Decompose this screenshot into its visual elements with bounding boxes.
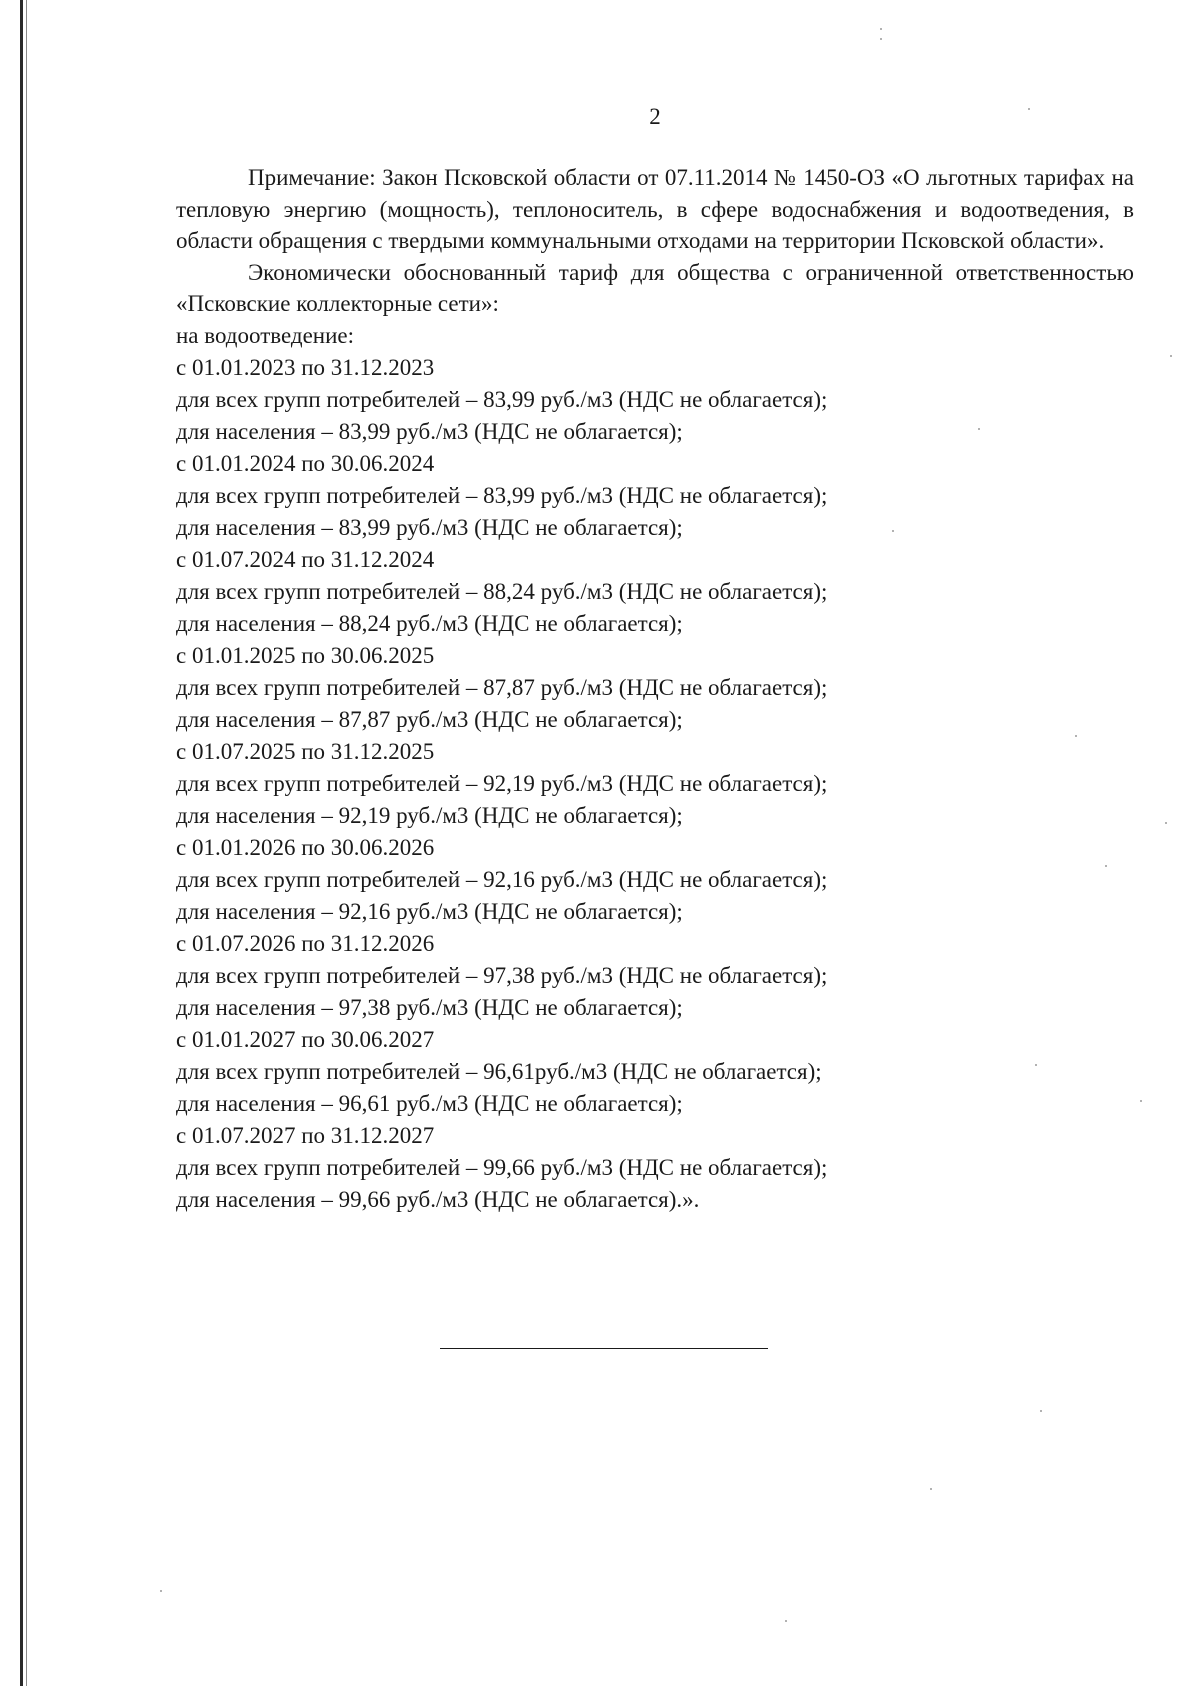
scan-speck — [1075, 735, 1077, 737]
note-text: Закон Псковской области от 07.11.2014 № 1450-ОЗ «О льготных тарифах на тепловую энергию (мощность), теплоноситель, в сфере водоснабжения и водоотведения, в области обращения с твердыми коммунальными отходами на территории Псковской области». — [176, 165, 1135, 253]
scan-speck — [1140, 1100, 1142, 1102]
period-line: с 01.01.2025 по 30.06.2025 — [176, 642, 435, 668]
rates-list — [176, 352, 1134, 1216]
scan-speck — [1170, 355, 1172, 357]
population-rate: для населения – 99,66 руб./м3 (НДС не облагается).». — [176, 1186, 700, 1212]
population-rate: для населения – 92,19 руб./м3 (НДС не облагается); — [176, 802, 683, 828]
all-groups-rate: для всех групп потребителей – 92,19 руб./м3 (НДС не облагается); — [176, 770, 828, 796]
rate-period-block — [176, 1120, 1134, 1216]
scan-speck — [880, 38, 882, 40]
scan-speck — [1105, 865, 1107, 867]
note-paragraph — [176, 162, 1134, 257]
period-line: с 01.07.2025 по 31.12.2025 — [176, 738, 435, 764]
rate-period-block — [176, 352, 1134, 448]
scan-speck — [930, 1488, 932, 1490]
all-groups-rate: для всех групп потребителей – 83,99 руб./м3 (НДС не облагается); — [176, 482, 828, 508]
scan-speck — [892, 530, 894, 532]
scan-speck — [1028, 108, 1030, 110]
rate-period-block — [176, 448, 1134, 544]
all-groups-rate: для всех групп потребителей – 96,61руб./м3 (НДС не облагается); — [176, 1058, 822, 1084]
rate-period-block — [176, 1024, 1134, 1120]
period-line: с 01.07.2026 по 31.12.2026 — [176, 930, 435, 956]
population-rate: для населения – 88,24 руб./м3 (НДС не облагается); — [176, 610, 683, 636]
page-number: 2 — [649, 104, 661, 129]
rate-period-block — [176, 928, 1134, 1024]
scan-speck — [978, 428, 980, 430]
period-line: с 01.01.2027 по 30.06.2027 — [176, 1026, 435, 1052]
all-groups-rate: для всех групп потребителей – 97,38 руб./м3 (НДС не облагается); — [176, 962, 828, 988]
service-label: на водоотведение: — [176, 322, 355, 348]
period-line: с 01.01.2024 по 30.06.2024 — [176, 450, 435, 476]
scan-speck — [880, 28, 882, 30]
all-groups-rate: для всех групп потребителей – 83,99 руб./м3 (НДС не облагается); — [176, 386, 828, 412]
note-label: Примечание: — [248, 165, 376, 190]
period-line: с 01.07.2027 по 31.12.2027 — [176, 1122, 435, 1148]
period-line: с 01.01.2026 по 30.06.2026 — [176, 834, 435, 860]
scan-speck — [1040, 1410, 1042, 1412]
period-line: с 01.01.2023 по 31.12.2023 — [176, 354, 435, 380]
scan-left-edge-shadow — [26, 0, 27, 1686]
rate-period-block — [176, 544, 1134, 640]
population-rate: для населения – 92,16 руб./м3 (НДС не облагается); — [176, 898, 683, 924]
period-line: с 01.07.2024 по 31.12.2024 — [176, 546, 435, 572]
scan-speck — [160, 1590, 162, 1592]
intro-paragraph: Экономически обоснованный тариф для общества с ограниченной ответственностью «Псковские коллекторные сети»: — [176, 259, 1134, 316]
population-rate: для населения – 83,99 руб./м3 (НДС не облагается); — [176, 418, 683, 444]
scan-speck — [1035, 1064, 1037, 1066]
scan-speck — [1165, 822, 1167, 824]
all-groups-rate: для всех групп потребителей – 99,66 руб./м3 (НДС не облагается); — [176, 1154, 828, 1180]
population-rate: для населения – 83,99 руб./м3 (НДС не облагается); — [176, 514, 683, 540]
scan-left-edge — [20, 0, 23, 1686]
scan-speck — [785, 1620, 787, 1622]
population-rate: для населения – 96,61 руб./м3 (НДС не облагается); — [176, 1090, 683, 1116]
population-rate: для населения – 97,38 руб./м3 (НДС не облагается); — [176, 994, 683, 1020]
all-groups-rate: для всех групп потребителей – 88,24 руб./м3 (НДС не облагается); — [176, 578, 828, 604]
rate-period-block — [176, 640, 1134, 736]
all-groups-rate: для всех групп потребителей – 87,87 руб./м3 (НДС не облагается); — [176, 674, 828, 700]
rate-period-block — [176, 736, 1134, 832]
document-body — [176, 162, 1134, 1216]
population-rate: для населения – 87,87 руб./м3 (НДС не облагается); — [176, 706, 683, 732]
end-separator-line — [440, 1348, 768, 1349]
rate-period-block — [176, 832, 1134, 928]
all-groups-rate: для всех групп потребителей – 92,16 руб./м3 (НДС не облагается); — [176, 866, 828, 892]
